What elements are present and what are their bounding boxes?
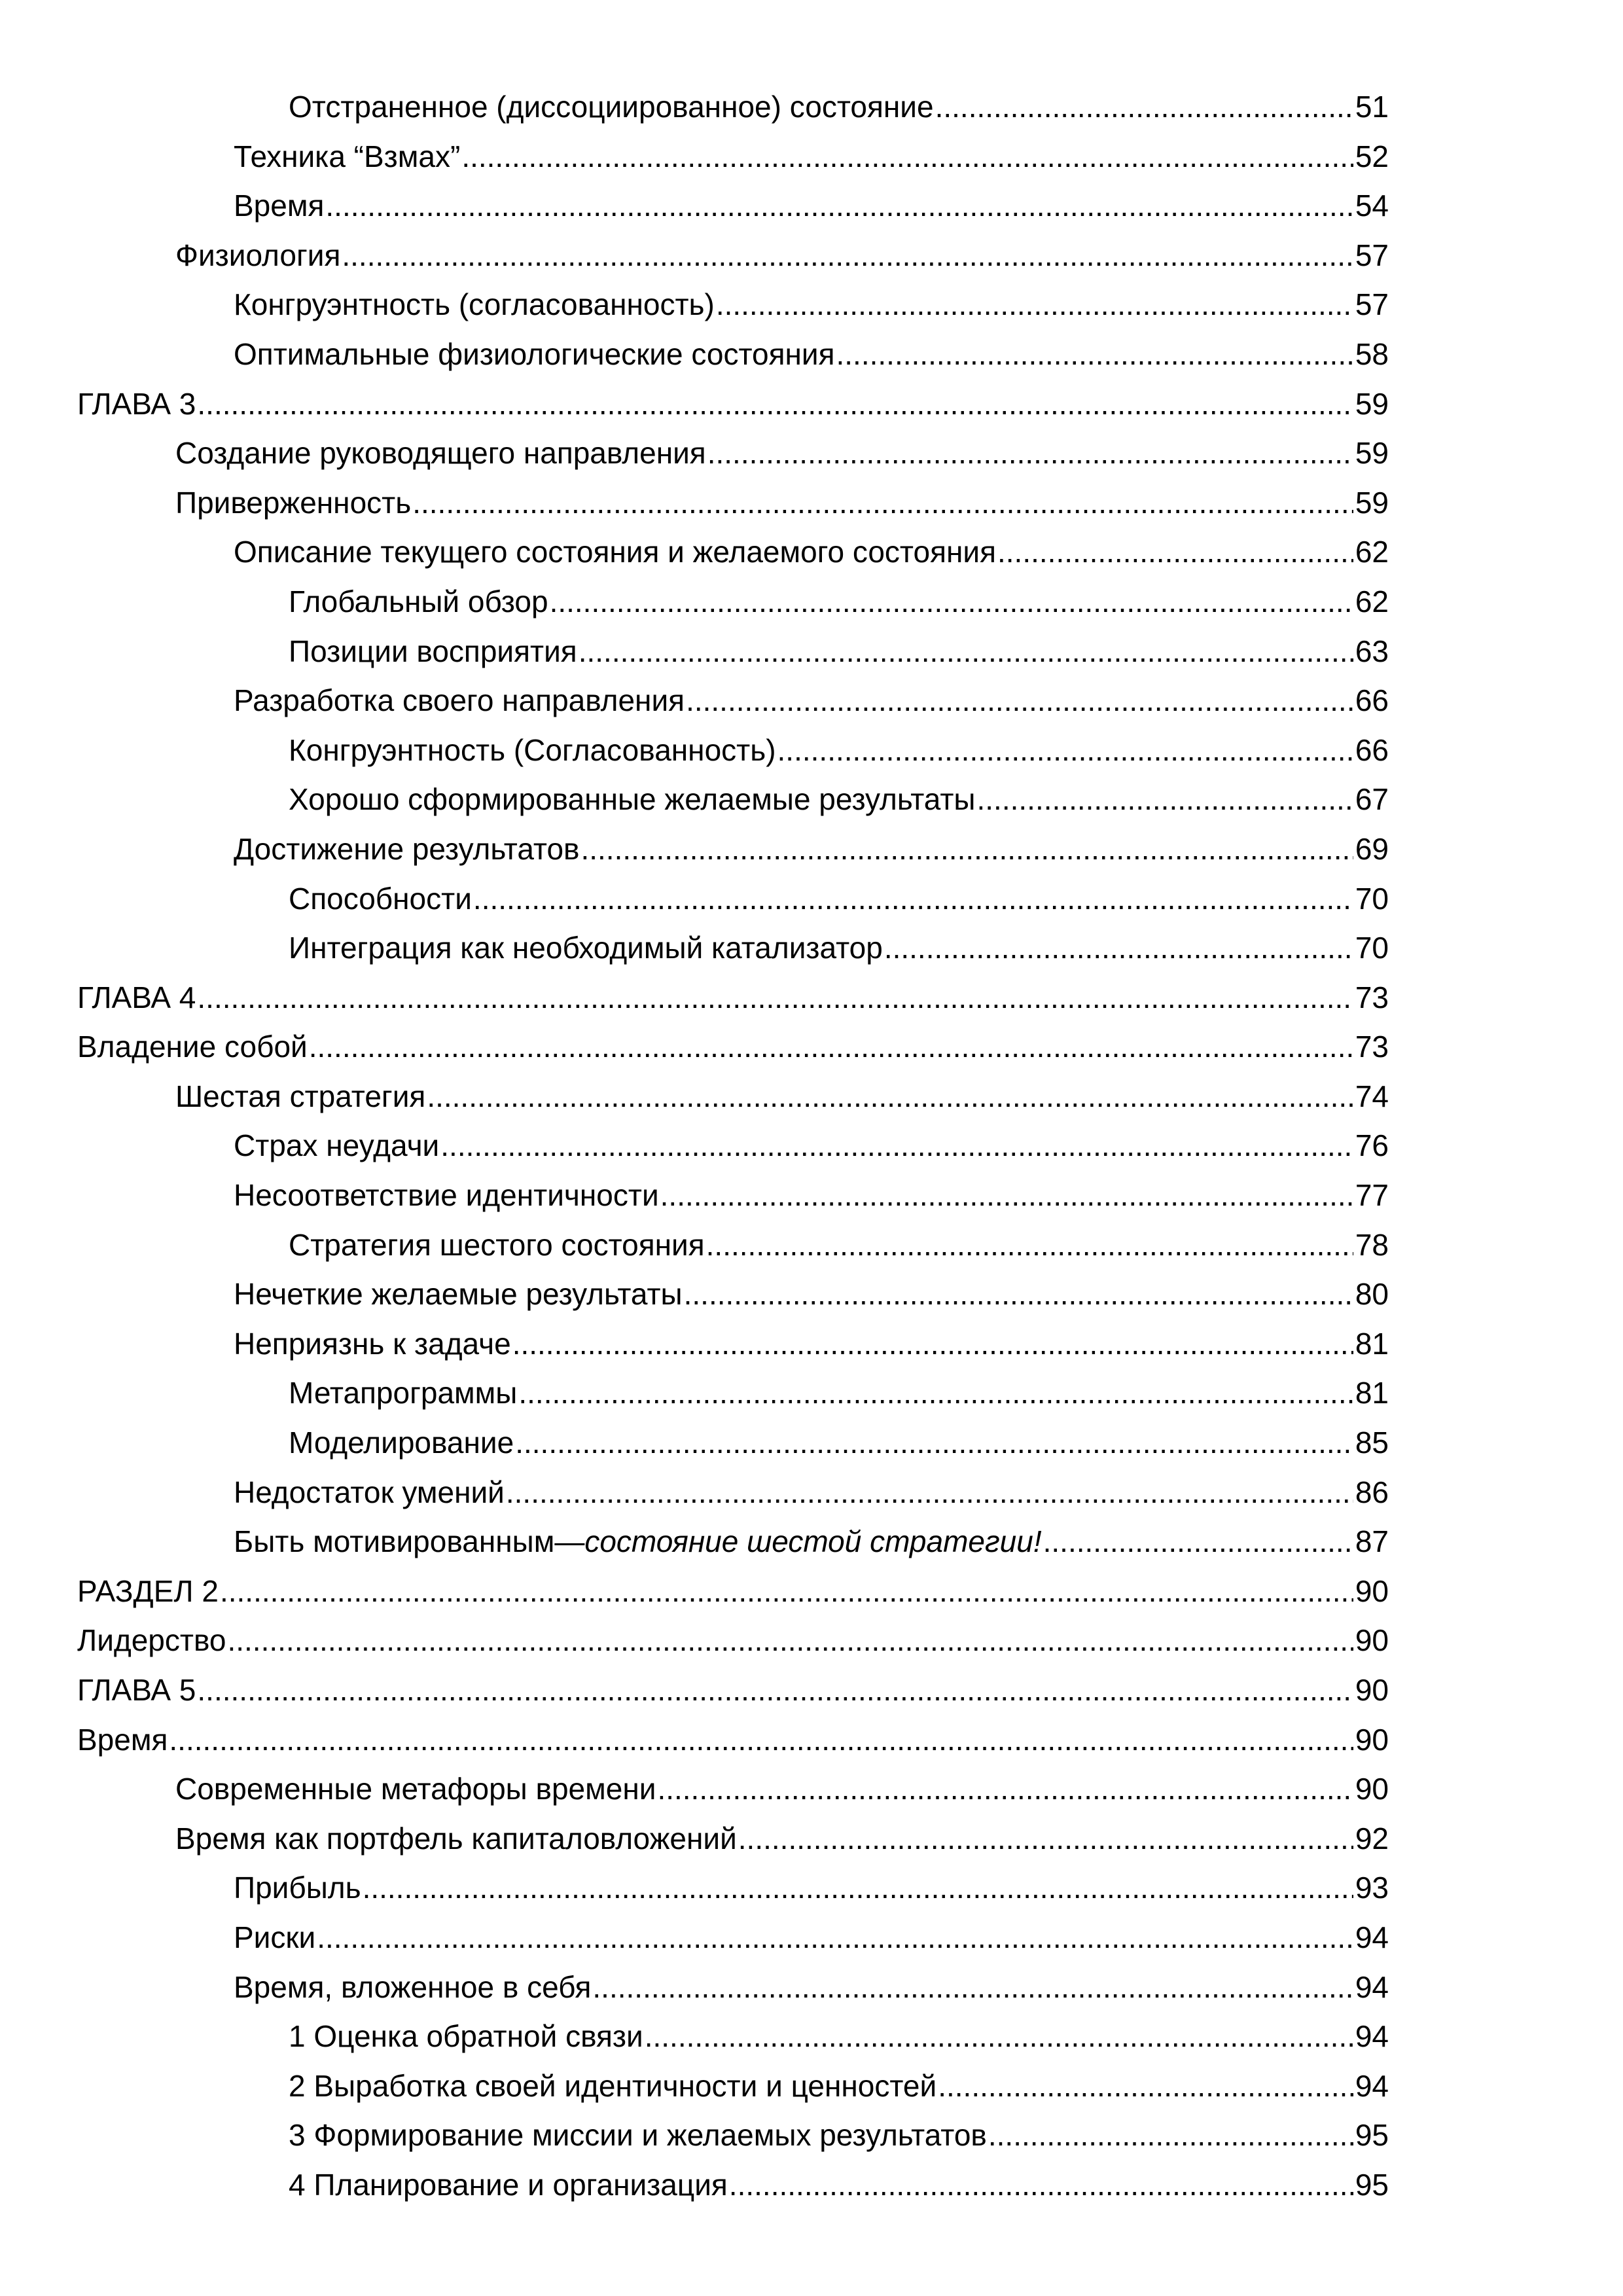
toc-entry-title (234, 280, 715, 330)
toc-entry-title (234, 1468, 505, 1518)
toc-entry (0, 627, 1389, 677)
toc-page-number: 77 (1355, 1178, 1389, 1213)
toc-dot-leader (938, 2062, 1353, 2111)
toc-page-number: 73 (1355, 1030, 1389, 1064)
toc-entry-title (289, 924, 883, 973)
toc-dot-leader (836, 330, 1354, 380)
toc-page-number: 90 (1355, 1623, 1389, 1658)
toc-entry-title (77, 1616, 226, 1666)
toc-dot-leader (197, 973, 1353, 1023)
toc-entry-title (289, 775, 976, 825)
toc-entry-title-text: Хорошо сформированные желаемые результаты (289, 782, 976, 817)
toc-dot-leader (580, 825, 1353, 874)
toc-dot-leader (461, 132, 1353, 182)
table-of-contents (0, 82, 1623, 2210)
toc-entry (0, 330, 1389, 380)
toc-entry (0, 775, 1389, 825)
toc-page-number: 90 (1355, 1573, 1389, 1608)
toc-entry (0, 1913, 1389, 1963)
toc-page-number: 94 (1355, 1969, 1389, 2004)
toc-entry (0, 874, 1389, 924)
toc-entry-title (234, 1517, 1042, 1567)
toc-entry-title-text: 1 Оценка обратной связи (289, 2019, 643, 2054)
toc-entry (0, 1221, 1389, 1270)
toc-entry (0, 2111, 1389, 2161)
toc-page-number: 70 (1355, 931, 1389, 965)
toc-entry-title (234, 1913, 315, 1963)
toc-entry-title (289, 1221, 705, 1270)
toc-dot-leader (309, 1022, 1353, 1072)
toc-entry-title (289, 874, 472, 924)
toc-page-number: 67 (1355, 782, 1389, 817)
toc-entry-title (234, 1863, 361, 1913)
toc-entry (0, 132, 1389, 182)
toc-entry-title-text: Разработка своего направления (234, 683, 685, 718)
toc-dot-leader (684, 1270, 1353, 1319)
toc-entry-title (175, 1814, 737, 1864)
toc-page-number: 85 (1355, 1426, 1389, 1460)
toc-entry (0, 2012, 1389, 2062)
toc-page-number: 93 (1355, 1871, 1389, 1905)
toc-entry-title-text: Оптимальные физиологические состояния (234, 336, 835, 371)
toc-entry (0, 1121, 1389, 1171)
toc-entry-title-text: Время как портфель капиталовложений (175, 1821, 737, 1856)
toc-dot-leader (977, 775, 1354, 825)
toc-entry-title (77, 1567, 219, 1617)
toc-entry (0, 1468, 1389, 1518)
toc-dot-leader (884, 924, 1353, 973)
toc-entry (0, 1022, 1389, 1072)
toc-page-number: 90 (1355, 1673, 1389, 1707)
toc-entry (0, 676, 1389, 726)
toc-entry-title (175, 429, 706, 478)
toc-dot-leader (738, 1814, 1353, 1864)
toc-entry-title-text: ГЛАВА 5 (77, 1673, 196, 1707)
toc-page-number: 66 (1355, 732, 1389, 767)
toc-entry-title (234, 330, 835, 380)
toc-entry-title-text: Конгруэнтность (согласованность) (234, 287, 715, 322)
toc-entry-title-text: Нечеткие желаемые результаты (234, 1277, 683, 1312)
toc-page-number: 95 (1355, 2167, 1389, 2202)
toc-entry-title-text: Страх неудачи (234, 1128, 440, 1163)
toc-entry (0, 2161, 1389, 2210)
toc-entry (0, 1171, 1389, 1221)
toc-entry-title-text: Интеграция как необходимый катализатор (289, 931, 883, 965)
toc-dot-leader (342, 231, 1353, 281)
toc-entry-title (234, 1121, 439, 1171)
toc-dot-leader (777, 726, 1353, 776)
toc-entry-title (289, 1369, 517, 1418)
toc-entry (0, 1963, 1389, 2013)
toc-entry (0, 924, 1389, 973)
toc-entry-title-text: Способности (289, 881, 472, 916)
toc-entry-title-text: Конгруэнтность (Согласованность) (289, 732, 776, 767)
toc-entry-title-text: Время, вложенное в себя (234, 1969, 592, 2004)
toc-entry (0, 82, 1389, 132)
toc-page-number: 80 (1355, 1277, 1389, 1312)
toc-entry-title-text: РАЗДЕЛ 2 (77, 1573, 219, 1608)
toc-dot-leader (197, 380, 1353, 429)
toc-dot-leader (473, 874, 1353, 924)
toc-page-number: 74 (1355, 1079, 1389, 1113)
toc-entry-title-text: Физиология (175, 238, 341, 272)
toc-dot-leader (169, 1715, 1353, 1765)
toc-entry-title-text: Риски (234, 1920, 316, 1954)
toc-entry-title (289, 2161, 728, 2210)
toc-entry (0, 1666, 1389, 1715)
toc-dot-leader (729, 2161, 1353, 2210)
toc-page-number: 58 (1355, 336, 1389, 371)
toc-page-number: 69 (1355, 831, 1389, 866)
toc-entry-title-text: Моделирование (289, 1426, 514, 1460)
toc-entry (0, 429, 1389, 478)
toc-entry-title (289, 726, 776, 776)
toc-entry-title-text: ГЛАВА 4 (77, 980, 196, 1014)
toc-entry (0, 1319, 1389, 1369)
toc-entry (0, 1072, 1389, 1122)
toc-dot-leader (716, 280, 1353, 330)
toc-page-number: 59 (1355, 436, 1389, 471)
toc-page-number: 62 (1355, 584, 1389, 619)
toc-dot-leader (427, 1072, 1353, 1122)
toc-entry-title-text: Метапрограммы (289, 1376, 518, 1410)
toc-entry-title (234, 825, 579, 874)
toc-dot-leader (935, 82, 1353, 132)
toc-entry (0, 1863, 1389, 1913)
toc-dot-leader (550, 577, 1353, 627)
toc-dot-leader (706, 1221, 1353, 1270)
toc-dot-leader (506, 1468, 1353, 1518)
toc-page-number: 95 (1355, 2118, 1389, 2153)
toc-entry (0, 231, 1389, 281)
toc-entry-title (175, 231, 340, 281)
toc-entry-title (234, 676, 685, 726)
toc-page-number: 52 (1355, 139, 1389, 173)
toc-entry-title (289, 577, 548, 627)
toc-entry-title (289, 1418, 514, 1468)
toc-entry-title (234, 528, 996, 577)
toc-entry-title (175, 1072, 425, 1122)
toc-entry-title (77, 1022, 308, 1072)
toc-entry-title (289, 2012, 643, 2062)
toc-entry-title-text: Время (234, 188, 325, 223)
toc-dot-leader (660, 1171, 1353, 1221)
toc-dot-leader (579, 627, 1353, 677)
toc-page-number: 94 (1355, 2068, 1389, 2103)
toc-page-number: 81 (1355, 1326, 1389, 1361)
toc-entry-title (77, 1715, 168, 1765)
toc-entry-title (234, 1319, 511, 1369)
toc-entry-title (175, 478, 411, 528)
toc-entry-title-text: Несоответствие идентичности (234, 1178, 659, 1213)
toc-entry-title-text: 2 Выработка своей идентичности и ценностей (289, 2068, 937, 2103)
toc-page-number: 94 (1355, 2019, 1389, 2054)
toc-dot-leader (645, 2012, 1353, 2062)
toc-dot-leader (317, 1913, 1353, 1963)
toc-dot-leader (592, 1963, 1353, 2013)
toc-entry-title (175, 1765, 656, 1814)
toc-entry-title-text: Позиции восприятия (289, 634, 577, 668)
toc-page-number: 57 (1355, 238, 1389, 272)
toc-entry-title (289, 627, 577, 677)
toc-entry-title-text: Современные метафоры времени (175, 1772, 656, 1806)
toc-page-number: 57 (1355, 287, 1389, 322)
toc-entry-title (234, 1171, 659, 1221)
toc-dot-leader (512, 1319, 1353, 1369)
toc-page-number: 66 (1355, 683, 1389, 718)
toc-entry-title (234, 132, 460, 182)
toc-entry-title (234, 1270, 683, 1319)
toc-entry-title-text: Глобальный обзор (289, 584, 548, 619)
toc-entry-title-text: Лидерство (77, 1623, 226, 1658)
toc-entry-title-text: 3 Формирование миссии и желаемых результатов (289, 2118, 987, 2153)
toc-page-number: 92 (1355, 1821, 1389, 1856)
toc-entry-title-text: Неприязнь к задаче (234, 1326, 511, 1361)
toc-page-number: 59 (1355, 386, 1389, 421)
toc-entry (0, 478, 1389, 528)
toc-dot-leader (363, 1863, 1353, 1913)
toc-entry-title-text: Время (77, 1722, 168, 1757)
toc-entry (0, 1418, 1389, 1468)
toc-entry (0, 1715, 1389, 1765)
toc-page-number: 63 (1355, 634, 1389, 668)
toc-entry (0, 1567, 1389, 1617)
toc-page-number: 90 (1355, 1722, 1389, 1757)
toc-page-number: 81 (1355, 1376, 1389, 1410)
toc-entry (0, 181, 1389, 231)
toc-entry-title (289, 2062, 936, 2111)
toc-page-number: 87 (1355, 1524, 1389, 1559)
toc-entry (0, 1765, 1389, 1814)
toc-dot-leader (518, 1369, 1353, 1418)
toc-entry (0, 280, 1389, 330)
toc-dot-leader (197, 1666, 1353, 1715)
toc-page-number: 76 (1355, 1128, 1389, 1163)
toc-dot-leader (227, 1616, 1353, 1666)
toc-page-number: 70 (1355, 881, 1389, 916)
toc-dot-leader (707, 429, 1353, 478)
toc-entry (0, 973, 1389, 1023)
toc-dot-leader (325, 181, 1353, 231)
toc-entry-title-text: Прибыль (234, 1871, 361, 1905)
toc-entry-title-text: ГЛАВА 3 (77, 386, 196, 421)
toc-entry (0, 2062, 1389, 2111)
toc-entry-title-text: Стратегия шестого состояния (289, 1227, 705, 1262)
toc-page-number: 54 (1355, 188, 1389, 223)
toc-entry-title (77, 380, 196, 429)
toc-dot-leader (440, 1121, 1353, 1171)
toc-page-number: 94 (1355, 1920, 1389, 1954)
toc-entry (0, 1616, 1389, 1666)
toc-entry-title-text: Отстраненное (диссоциированное) состояние (289, 90, 934, 124)
toc-entry-title (77, 1666, 196, 1715)
toc-entry (0, 726, 1389, 776)
toc-page-number: 59 (1355, 485, 1389, 520)
toc-entry (0, 1369, 1389, 1418)
toc-dot-leader (515, 1418, 1353, 1468)
toc-page-number: 73 (1355, 980, 1389, 1014)
toc-dot-leader (220, 1567, 1353, 1617)
toc-entry-title-text: Быть мотивированным— (234, 1524, 585, 1559)
toc-dot-leader (1043, 1517, 1353, 1567)
toc-entry-title-text: 4 Планирование и организация (289, 2167, 728, 2202)
toc-dot-leader (686, 676, 1353, 726)
toc-entry-title-text: Описание текущего состояния и желаемого состояния (234, 535, 996, 569)
toc-entry-title-text: Создание руководящего направления (175, 436, 706, 471)
toc-dot-leader (997, 528, 1353, 577)
toc-entry (0, 1517, 1389, 1567)
toc-dot-leader (657, 1765, 1353, 1814)
toc-page-number: 90 (1355, 1772, 1389, 1806)
toc-page-number: 51 (1355, 90, 1389, 124)
toc-entry-title (289, 2111, 987, 2161)
toc-entry (0, 825, 1389, 874)
toc-entry (0, 380, 1389, 429)
toc-entry (0, 1814, 1389, 1864)
toc-entry-title (77, 973, 196, 1023)
toc-entry (0, 1270, 1389, 1319)
toc-entry (0, 528, 1389, 577)
toc-entry-title-text: Шестая стратегия (175, 1079, 426, 1113)
toc-dot-leader (988, 2111, 1353, 2161)
toc-entry-title (234, 1963, 591, 2013)
toc-entry-title (234, 181, 324, 231)
toc-entry-title-text: Приверженность (175, 485, 412, 520)
toc-page-number: 62 (1355, 535, 1389, 569)
toc-entry-title-italic: состояние шестой стратегии! (584, 1524, 1042, 1559)
toc-page-number: 86 (1355, 1475, 1389, 1509)
toc-dot-leader (412, 478, 1353, 528)
toc-entry-title-text: Недостаток умений (234, 1475, 505, 1509)
toc-page-number: 78 (1355, 1227, 1389, 1262)
toc-entry (0, 577, 1389, 627)
toc-entry-title-text: Владение собой (77, 1030, 308, 1064)
toc-entry-title (289, 82, 934, 132)
toc-entry-title-text: Техника “Взмах” (234, 139, 461, 173)
toc-entry-title-text: Достижение результатов (234, 831, 580, 866)
